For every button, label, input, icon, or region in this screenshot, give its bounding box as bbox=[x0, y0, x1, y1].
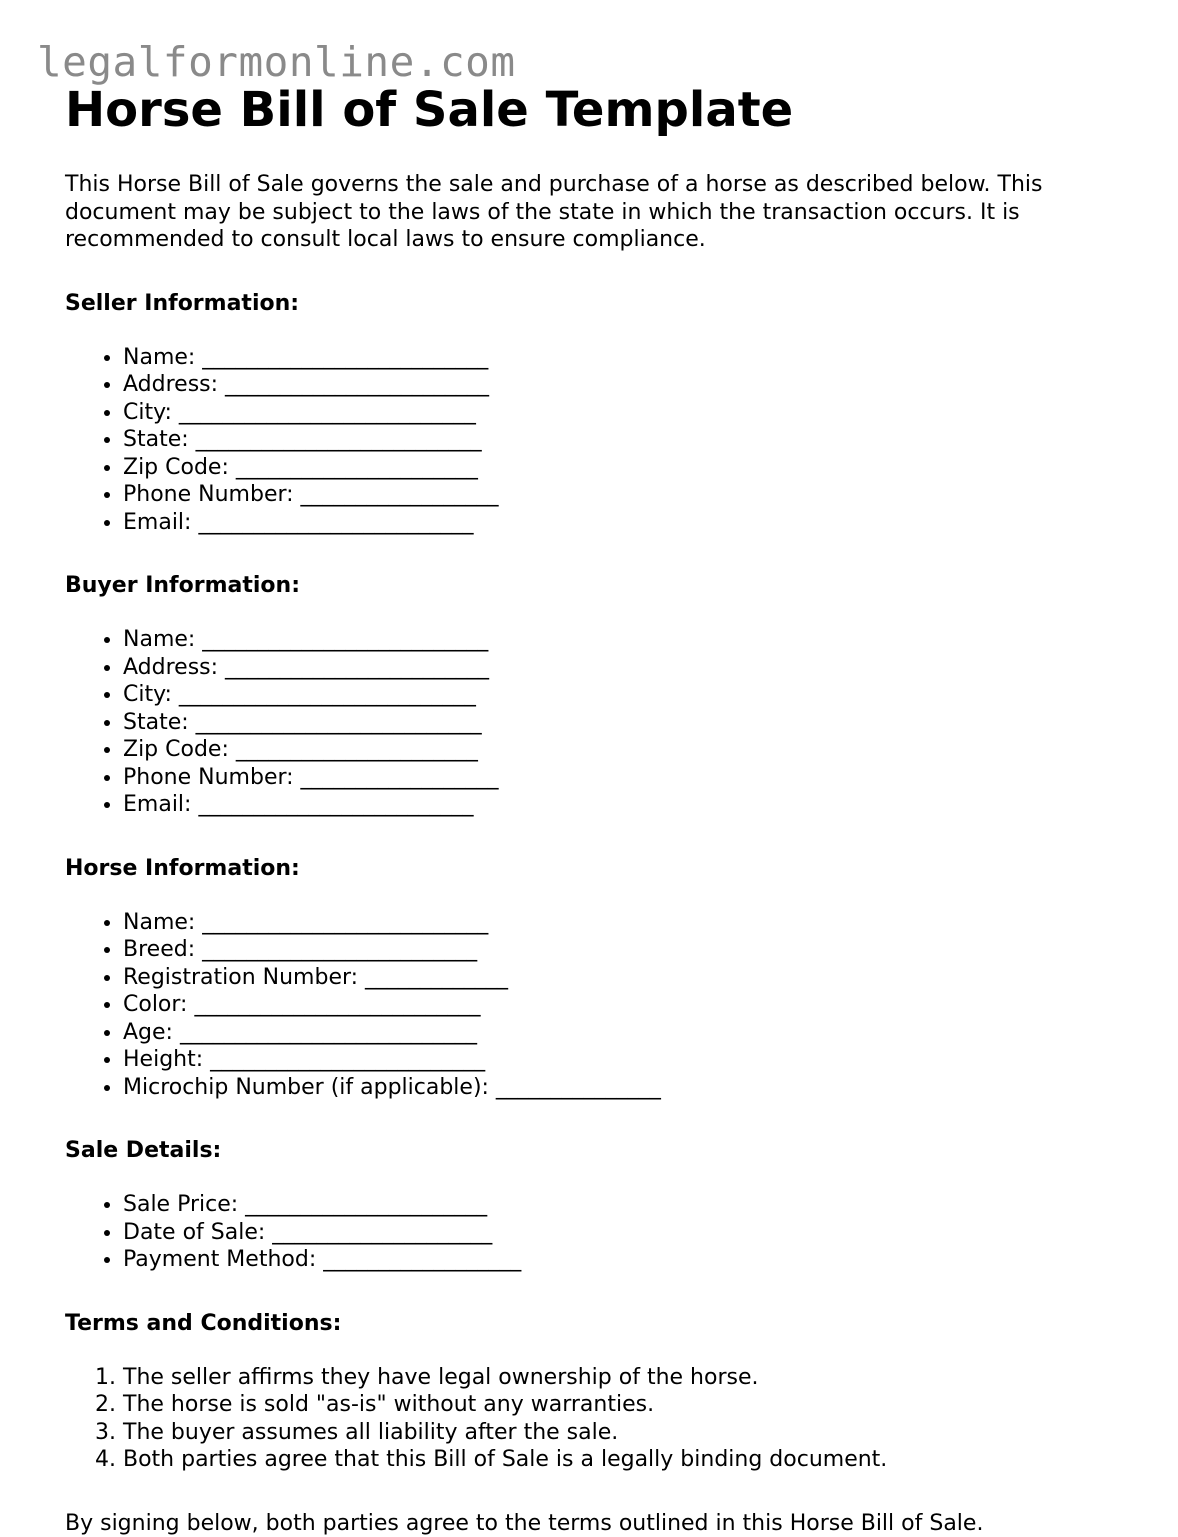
horse-fields bbox=[65, 909, 1125, 1102]
sale-date-field: • Date of Sale: ____________________ bbox=[123, 1219, 1125, 1247]
terms-heading: Terms and Conditions: bbox=[65, 1310, 342, 1336]
document-body bbox=[65, 82, 1125, 1537]
buyer-fields bbox=[65, 626, 1125, 819]
seller-email-field: • Email: _________________________ bbox=[123, 509, 1125, 537]
sale-price-field: • Sale Price: ______________________ bbox=[123, 1191, 1125, 1219]
buyer-address-field: • Address: ________________________ bbox=[123, 654, 1125, 682]
page-title: Horse Bill of Sale Template bbox=[65, 82, 794, 138]
intro-paragraph: This Horse Bill of Sale governs the sale and purchase of a horse as described below. This document may be subject to the laws of the state in which the transaction occurs. It is recommended to consult local laws to ensure compliance. bbox=[65, 172, 1043, 252]
seller-heading: Seller Information: bbox=[65, 290, 300, 316]
terms-list bbox=[65, 1364, 1125, 1474]
term-item: 4. Both parties agree that this Bill of Sale is a legally binding document. bbox=[123, 1446, 1125, 1474]
seller-phone-field: • Phone Number: __________________ bbox=[123, 481, 1125, 509]
horse-name-field: • Name: __________________________ bbox=[123, 909, 1125, 937]
term-item: 2. The horse is sold "as-is" without any warranties. bbox=[123, 1391, 1125, 1419]
term-item: 1. The seller affirms they have legal ownership of the horse. bbox=[123, 1364, 1125, 1392]
horse-color-field: • Color: __________________________ bbox=[123, 991, 1125, 1019]
buyer-zip-field: • Zip Code: ______________________ bbox=[123, 736, 1125, 764]
buyer-email-field: • Email: _________________________ bbox=[123, 791, 1125, 819]
buyer-state-field: • State: __________________________ bbox=[123, 709, 1125, 737]
horse-heading: Horse Information: bbox=[65, 855, 300, 881]
seller-fields bbox=[65, 344, 1125, 537]
seller-address-field: • Address: ________________________ bbox=[123, 371, 1125, 399]
seller-city-field: • City: ___________________________ bbox=[123, 399, 1125, 427]
sale-payment-field: • Payment Method: __________________ bbox=[123, 1246, 1125, 1274]
watermark: legalformonline.com bbox=[37, 38, 516, 86]
buyer-city-field: • City: ___________________________ bbox=[123, 681, 1125, 709]
buyer-phone-field: • Phone Number: __________________ bbox=[123, 764, 1125, 792]
buyer-heading: Buyer Information: bbox=[65, 573, 300, 598]
horse-age-field: • Age: ___________________________ bbox=[123, 1019, 1125, 1047]
horse-microchip-field: • Microchip Number (if applicable): _______________ bbox=[123, 1074, 1125, 1102]
sale-fields bbox=[65, 1191, 1125, 1274]
seller-zip-field: • Zip Code: ______________________ bbox=[123, 454, 1125, 482]
seller-name-field: • Name: __________________________ bbox=[123, 344, 1125, 372]
horse-registration-field: • Registration Number: _____________ bbox=[123, 964, 1125, 992]
term-item: 3. The buyer assumes all liability after the sale. bbox=[123, 1419, 1125, 1447]
seller-state-field: • State: __________________________ bbox=[123, 426, 1125, 454]
sale-heading: Sale Details: bbox=[65, 1138, 222, 1163]
horse-height-field: • Height: _________________________ bbox=[123, 1046, 1125, 1074]
buyer-name-field: • Name: __________________________ bbox=[123, 626, 1125, 654]
closing-statement: By signing below, both parties agree to the terms outlined in this Horse Bill of Sale. bbox=[65, 1510, 984, 1536]
horse-breed-field: • Breed: _________________________ bbox=[123, 936, 1125, 964]
